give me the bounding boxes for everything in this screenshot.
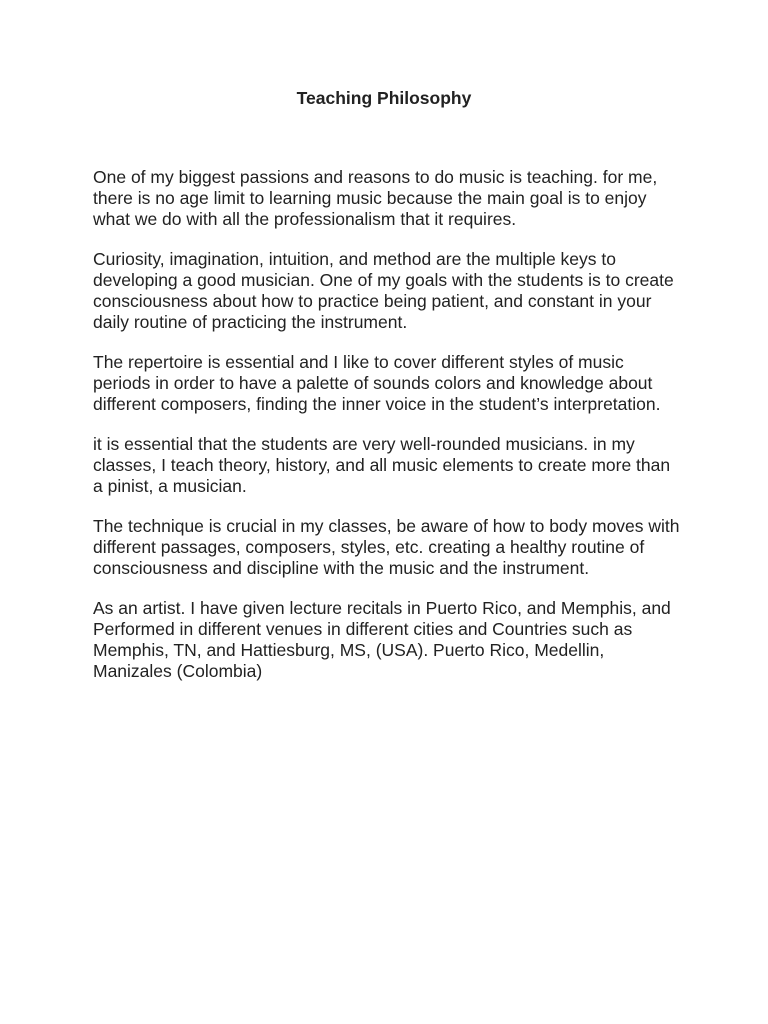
paragraph-artist-experience: As an artist. I have given lecture recitals in Puerto Rico, and Memphis, and Performed in different venues in different cities and Countries such as Memphis, TN, and Hattiesburg, MS, (USA). Puerto Rico, Medellin, Manizales (Colombia) bbox=[93, 598, 671, 681]
paragraph-keys-to-musician: Curiosity, imagination, intuition, and method are the multiple keys to developing a good musician. One of my goals with the students is to create consciousness about how to practice being patient, and constant in your daily routine of practicing the instrument. bbox=[93, 249, 674, 332]
document-title: Teaching Philosophy bbox=[296, 88, 472, 108]
document-body bbox=[93, 167, 683, 701]
paragraph-technique: The technique is crucial in my classes, be aware of how to body moves with different passages, composers, styles, etc. creating a healthy routine of consciousness and discipline with the music and the instrument. bbox=[93, 516, 680, 578]
paragraph-well-rounded: it is essential that the students are very well-rounded musicians. in my classes, I teach theory, history, and all music elements to create more than a pinist, a musician. bbox=[93, 434, 671, 496]
paragraph-repertoire: The repertoire is essential and I like to cover different styles of music periods in order to have a palette of sounds colors and knowledge about different composers, finding the inner voice in the student’s interpretation. bbox=[93, 352, 661, 414]
paragraph-teaching-passion: One of my biggest passions and reasons to do music is teaching. for me, there is no age limit to learning music because the main goal is to enjoy what we do with all the professionalism that it requires. bbox=[93, 167, 658, 229]
